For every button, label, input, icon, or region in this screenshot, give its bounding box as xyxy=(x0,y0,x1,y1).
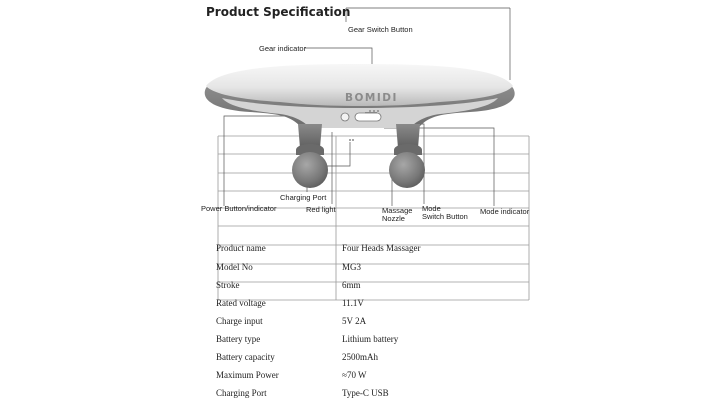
spec-label: Model No xyxy=(216,262,253,272)
spec-label: Battery capacity xyxy=(216,352,275,362)
callout-mode-switch-line1: Mode xyxy=(422,204,441,213)
callout-massage-nozzle-line1: Massage xyxy=(382,206,413,215)
brand-logo: BOMIDI xyxy=(345,92,398,104)
massager-device xyxy=(205,64,515,188)
spec-table-lines xyxy=(218,136,529,300)
spec-label: Charge input xyxy=(216,316,263,326)
spec-value: 2500mAh xyxy=(342,352,378,362)
spec-value: Type-C USB xyxy=(342,388,389,398)
callout-gear-switch-button: Gear Switch Button xyxy=(348,25,413,34)
spec-label: Maximum Power xyxy=(216,370,279,380)
spec-label: Battery type xyxy=(216,334,261,344)
spec-value: 5V 2A xyxy=(342,316,367,326)
callout-charging-port: Charging Port xyxy=(280,193,327,202)
spec-label: Product name xyxy=(216,243,266,253)
spec-value: MG3 xyxy=(342,262,362,272)
callout-mode-switch-line2: Switch Button xyxy=(422,212,468,221)
spec-value: 6mm xyxy=(342,280,361,290)
callout-red-light: Red light xyxy=(306,205,336,214)
callout-gear-indicator: Gear indicator xyxy=(259,44,307,53)
page-title: Product Specification xyxy=(206,5,351,19)
spec-value: Lithium battery xyxy=(342,334,399,344)
callout-power-button-indicator: Power Button/indicator xyxy=(201,204,277,213)
spec-label: Stroke xyxy=(216,280,240,290)
spec-label: Rated voltage xyxy=(216,298,266,308)
spec-value: 11.1V xyxy=(342,298,364,308)
callout-massage-nozzle-line2: Nozzle xyxy=(382,214,405,223)
spec-label: Charging Port xyxy=(216,388,267,398)
callout-mode-indicator: Mode indicator xyxy=(480,207,530,216)
spec-value: Four Heads Massager xyxy=(342,243,421,253)
spec-value: ≈70 W xyxy=(342,370,367,380)
